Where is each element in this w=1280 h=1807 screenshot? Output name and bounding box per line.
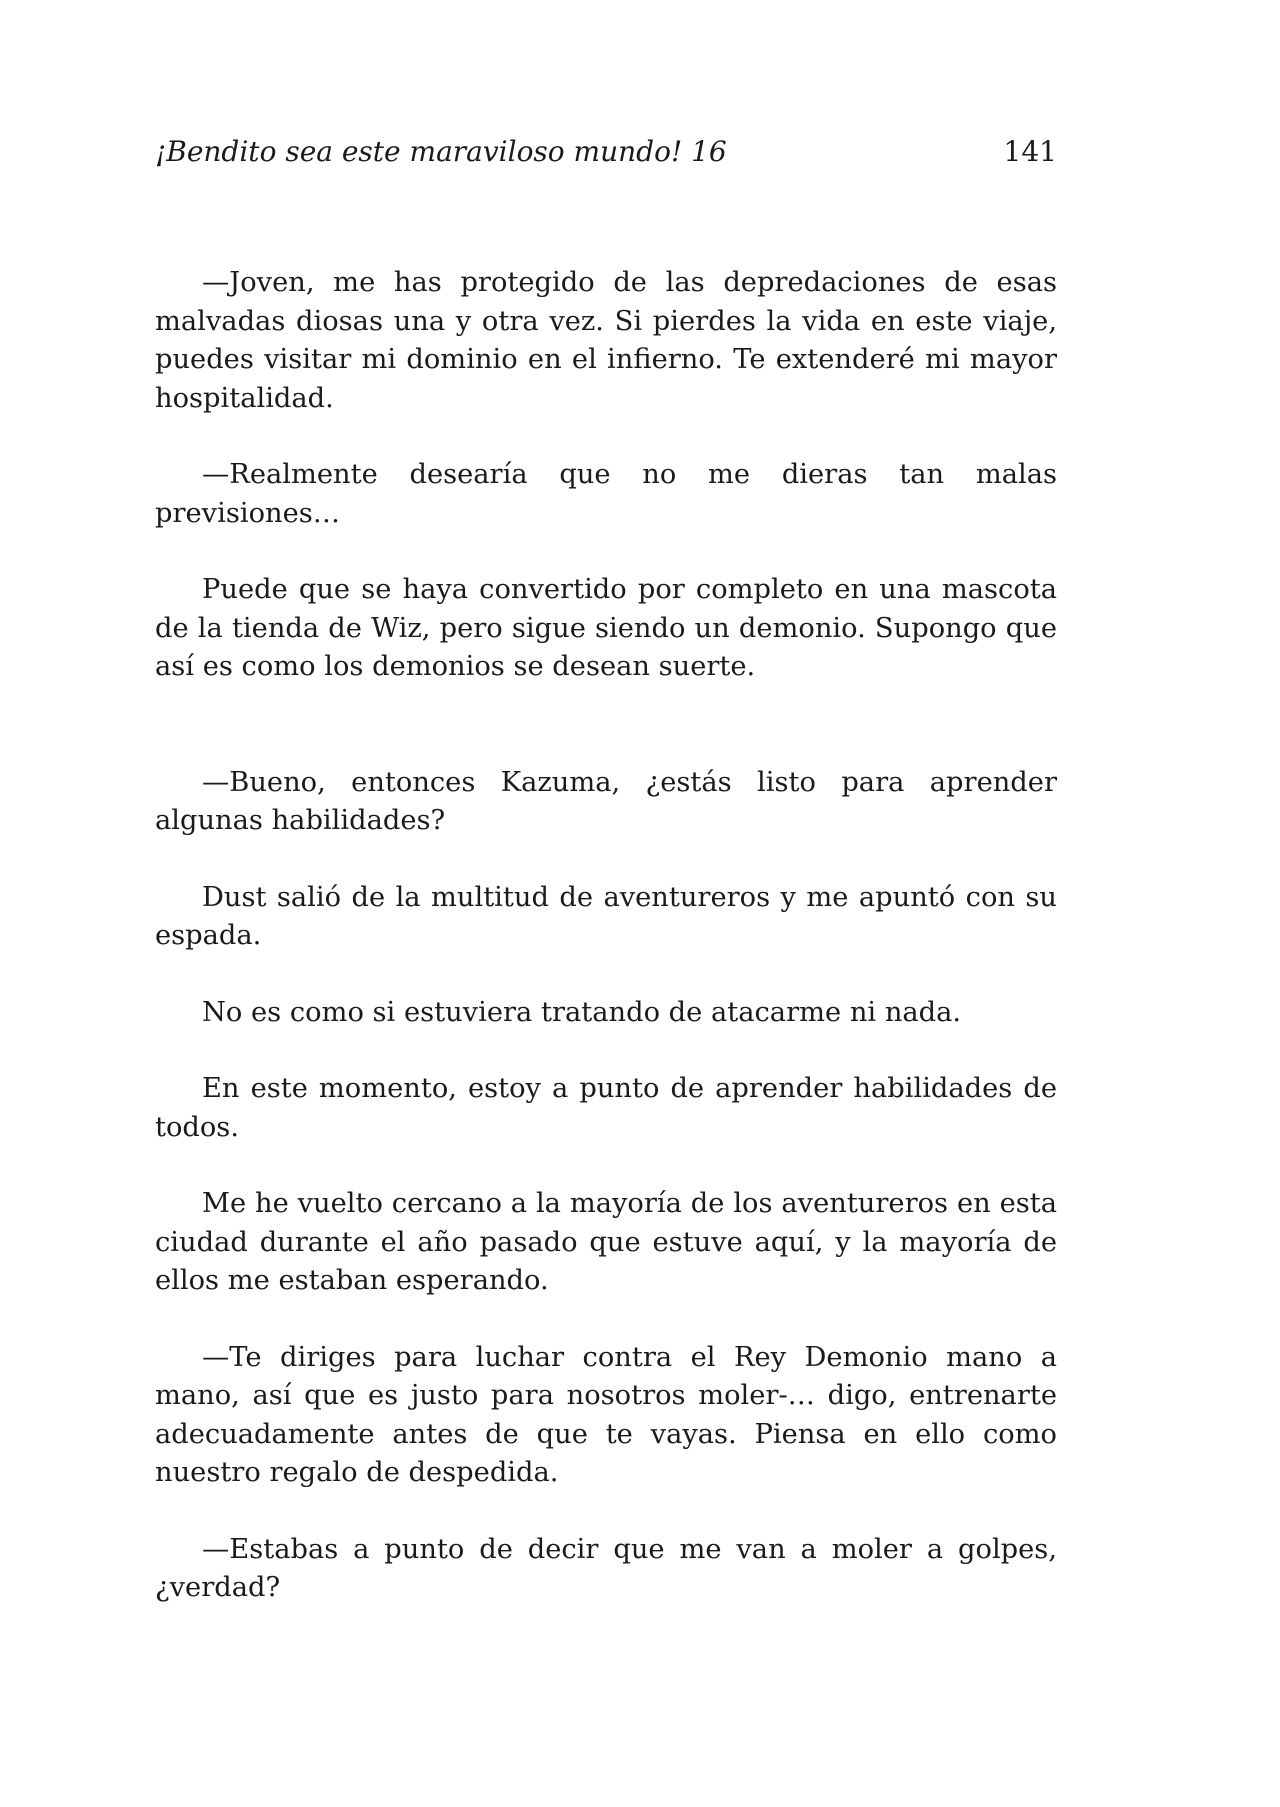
paragraph-dialogue-kazuma-skills: —Bueno, entonces Kazuma, ¿estás listo para aprender algunas habilidades? <box>155 766 1057 836</box>
paragraph-dialogue-demon: —Joven, me has protegido de las depredaciones de esas malvadas diosas una y otra vez. Si pierdes la vida en este viaje, puedes visitar mi dominio en el infierno. Te extenderé mi mayor hospitalidad. <box>155 267 1057 414</box>
paragraph-narration-dust: Dust salió de la multitud de aventureros y me apuntó con su espada. <box>155 881 1057 951</box>
paragraph-dialogue-demon-king: —Te diriges para luchar contra el Rey Demonio mano a mano, así que es justo para nosotros moler-… digo, entrenarte adecuadamente antes de que te vayas. Piensa en ello como nuestro regalo de despedida. <box>155 1341 1057 1488</box>
running-title: ¡Bendito sea este maraviloso mundo! 16 <box>155 135 727 168</box>
paragraph-narration-adventurers: Me he vuelto cercano a la mayoría de los aventureros en esta ciudad durante el año pasado que estuve aquí, y la mayoría de ellos me estaban esperando. <box>155 1188 1057 1296</box>
body-text <box>155 264 1057 1608</box>
paragraph-dialogue-reply: —Realmente desearía que no me dieras tan malas previsiones… <box>155 459 1057 529</box>
page-number: 141 <box>1003 135 1057 168</box>
paragraph-dialogue-final: —Estabas a punto de decir que me van a moler a golpes, ¿verdad? <box>155 1533 1057 1603</box>
paragraph-narration-attack: No es como si estuviera tratando de atacarme ni nada. <box>202 996 962 1028</box>
running-header <box>155 134 1057 170</box>
paragraph-narration-mascot: Puede que se haya convertido por completo en una mascota de la tienda de Wiz, pero sigue siendo un demonio. Supongo que así es como los demonios se desean suerte. <box>155 574 1057 682</box>
paragraph-narration-learn: En este momento, estoy a punto de aprender habilidades de todos. <box>155 1073 1057 1143</box>
